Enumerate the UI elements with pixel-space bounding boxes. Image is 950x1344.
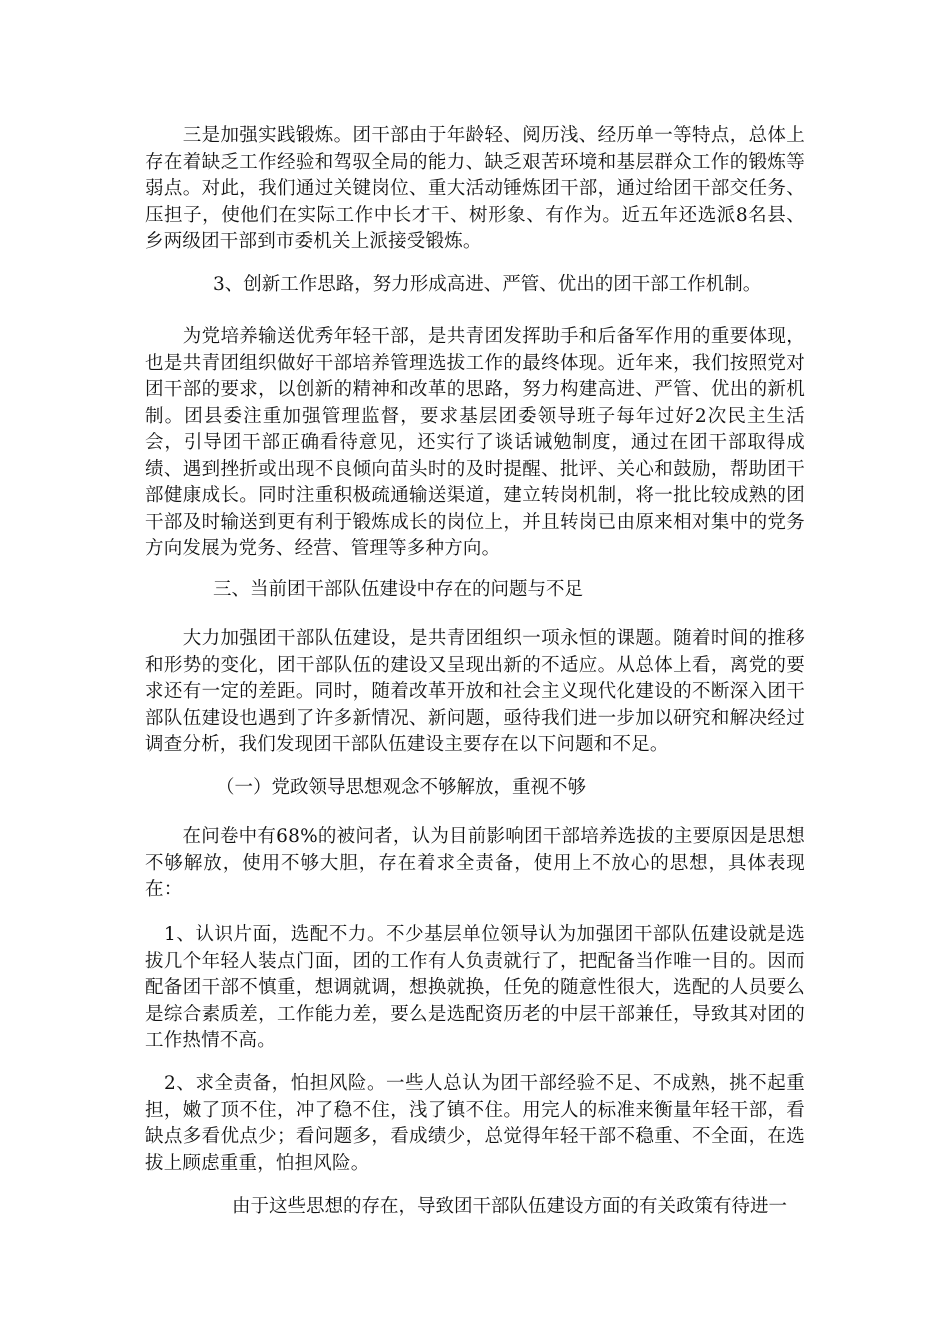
paragraph-practice-training: 三是加强实践锻炼。团干部由于年龄轻、阅历浅、经历单一等特点，总体上存在着缺乏工作经验和驾驭全局的能力、缺乏艰苦环境和基层群众工作的锻炼等弱点。对此，我们通过关键岗位、重大活动锤炼团干部，通过给团干部交任务、压担子，使他们在实际工作中长才干、树形象、有作为。近五年还选派8名县、乡两级团干部到市委机关上派接受锻炼。: [145, 125, 805, 252]
paragraph-continuation: 由于这些思想的存在，导致团干部队伍建设方面的有关政策有待进一: [232, 1196, 788, 1217]
section-heading-problems: 三、当前团干部队伍建设中存在的问题与不足: [213, 579, 584, 600]
paragraph-mechanism: 为党培养输送优秀年轻干部，是共青团发挥助手和后备军作用的重要体现，也是共青团组织做好干部培养管理选拔工作的最终体现。近年来，我们按照党对团干部的要求，以创新的精神和改革的思路，努力构建高进、严管、优出的新机制。团县委注重加强管理监督，要求基层团委领导班子每年过好2次民主生活会，引导团干部正确看待意见，还实行了谈话诫勉制度，通过在团干部取得成绩、遇到挫折或出现不良倾向苗头时的及时提醒、批评、关心和鼓励，帮助团干部健康成长。同时注重积极疏通输送渠道，建立转岗机制，将一批比较成熟的团干部及时输送到更有利于锻炼成长的岗位上，并且转岗已由原来相对集中的党务方向发展为党务、经营、管理等多种方向。: [145, 326, 805, 559]
paragraph-survey: 在问卷中有68%的被问者，认为目前影响团干部培养选拔的主要原因是思想不够解放，使用不够大胆，存在着求全责备，使用上不放心的思想，具体表现在：: [145, 826, 805, 900]
subheading-leadership: （一）党政领导思想观念不够解放，重视不够: [216, 777, 587, 798]
paragraph-point-2: 2、求全责备，怕担风险。一些人总认为团干部经验不足、不成熟，挑不起重担，嫩了顶不住，冲了稳不住，浅了镇不住。用完人的标准来衡量年轻干部，看缺点多看优点少；看问题多，看成绩少，总觉得年轻干部不稳重、不全面，在选拔上顾虑重重，怕担风险。: [145, 1073, 805, 1174]
paragraph-overview: 大力加强团干部队伍建设，是共青团组织一项永恒的课题。随着时间的推移和形势的变化，团干部队伍的建设又呈现出新的不适应。从总体上看，离党的要求还有一定的差距。同时，随着改革开放和社会主义现代化建设的不断深入团干部队伍建设也遇到了许多新情况、新问题，亟待我们进一步加以研究和解决经过调查分析，我们发现团干部队伍建设主要存在以下问题和不足。: [145, 628, 805, 755]
section-heading-innovation: 3、创新工作思路，努力形成高进、严管、优出的团干部工作机制。: [213, 274, 762, 295]
paragraph-point-1: 1、认识片面，选配不力。不少基层单位领导认为加强团干部队伍建设就是选拔几个年轻人装点门面，团的工作有人负责就行了，把配备当作唯一目的。因而配备团干部不慎重，想调就调，想换就换，任免的随意性很大，选配的人员要么是综合素质差，工作能力差，要么是选配资历老的中层干部兼任，导致其对团的工作热情不高。: [145, 924, 805, 1051]
